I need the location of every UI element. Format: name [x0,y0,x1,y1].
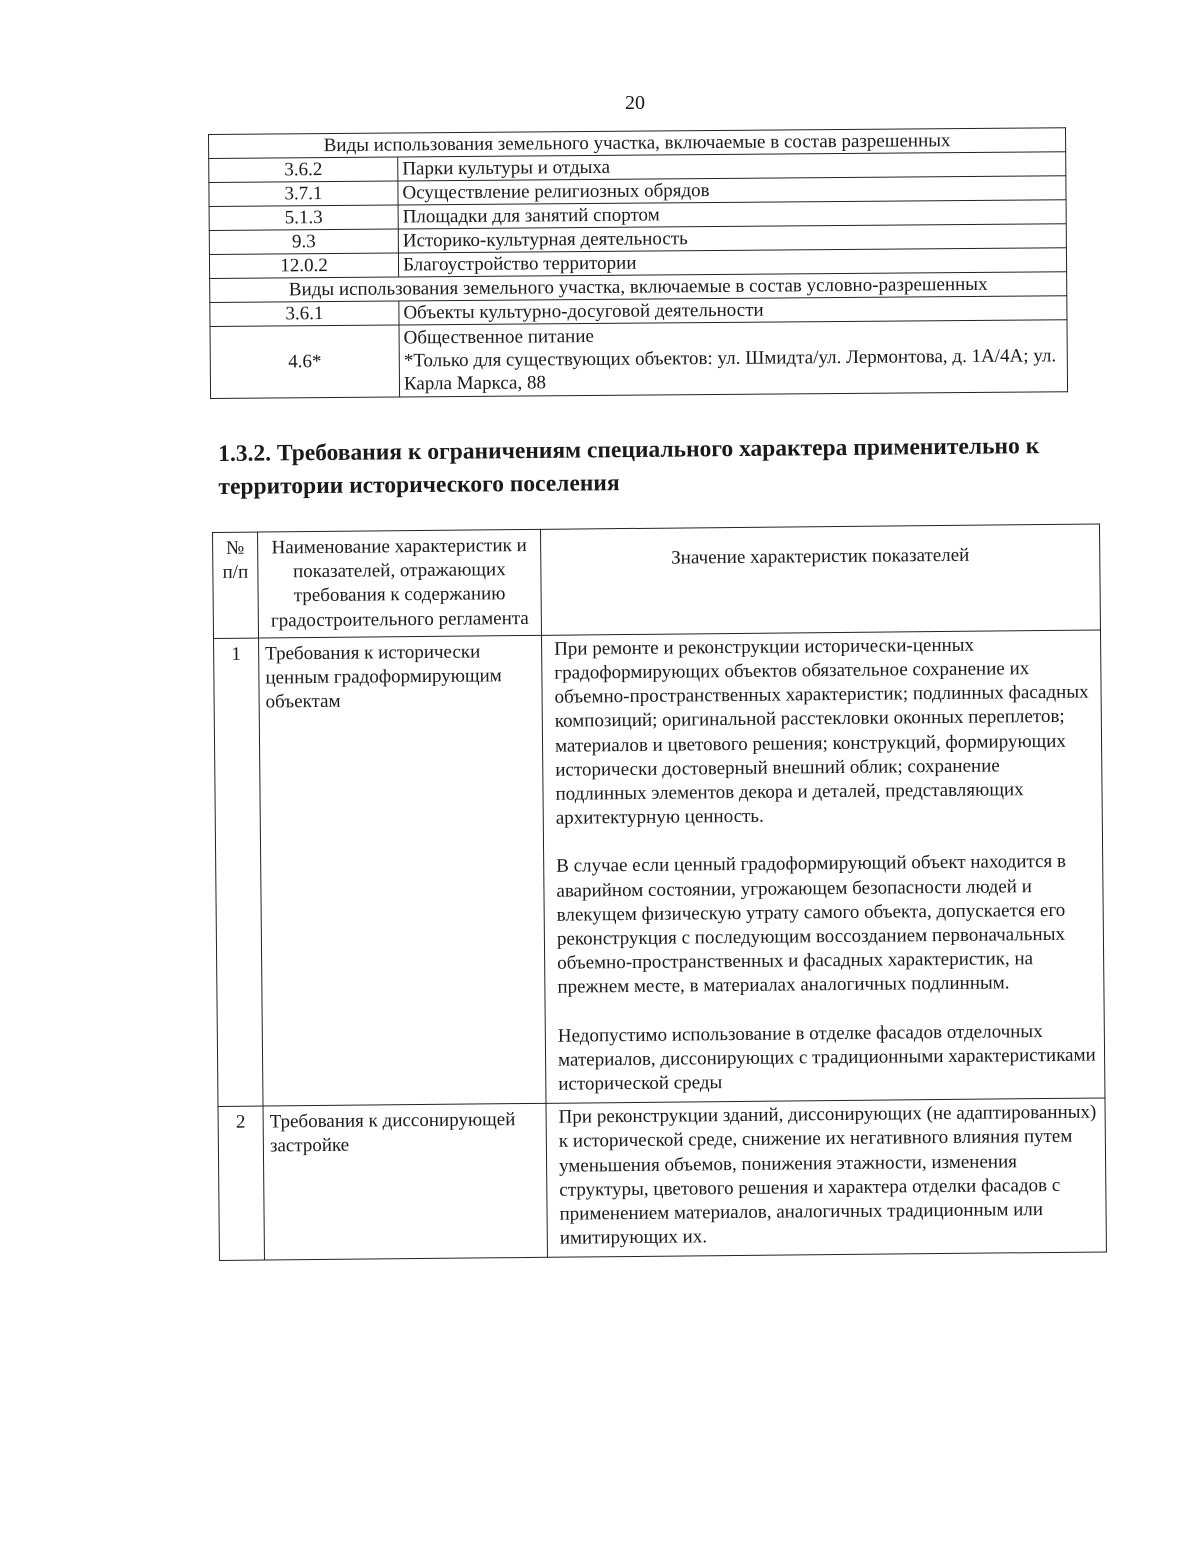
use-name: Осуществление религиозных обрядов [398,176,1066,205]
table-row [218,1098,1106,1261]
table-header-row [213,524,1101,638]
use-name: Площадки для занятий спортом [398,200,1066,229]
table-row [210,320,1068,399]
use-name: Историко-культурная деятельность [398,224,1066,253]
use-name: Общественное питание *Только для существующих объектов: ул. Шмидта/ул. Лермонтова, д. 1А/4А; ул. Карла Маркса, 88 [399,320,1068,397]
section-heading: 1.3.2. Требования к ограничениям специального характера применительно к территории исторического поселения [218,433,1040,500]
value-paragraph: При реконструкции зданий, диссонирующих (не адаптированных) к исторической среде, снижение их негативного влияния путем уменьшения объемов, понижения этажности, изменения структуры, цветового решения и характера отделки фасадов с применением материалов, аналогичных традиционным или имитирующих их. [558,1101,1097,1249]
use-name: Объекты культурно-досуговой деятельности [399,296,1067,325]
requirements-table [212,523,1107,1261]
value-paragraph: При ремонте и реконструкции исторически-ценных градоформирующих объектов обязательное сохранение их объемно-пространственных характеристик; подлинных фасадных композиций; оригинальной расстекловки оконных переплетов; материалов и цветового решения; конструкций, формирующих исторически достоверный внешний облик; сохранение подлинных элементов декора и деталей, представляющих архитектурную ценность. [554,634,1089,829]
header-name: Наименование характеристик и показателей, отражающих требования к содержанию градостроительного регламента [258,529,542,638]
value-paragraph: Недопустимо использование в отделке фасадов отделочных материалов, диссонирующих с традиционными характеристиками исторической среды [557,1020,1096,1095]
header-value: Значение характеристик показателей [540,524,1100,635]
group-header: Виды использования земельного участка, включаемые в состав разрешенных [209,128,1066,159]
group-header: Виды использования земельного участка, включаемые в состав условно-разрешенных [210,272,1067,303]
row-num: 1 [214,638,263,1107]
row-name: Требования к исторически ценным градоформирующим объектам [259,635,546,1106]
row-value [546,1098,1106,1258]
use-code: 3.6.1 [210,301,399,326]
use-code: 12.0.2 [209,253,398,278]
use-name: Парки культуры и отдыха [398,152,1066,181]
use-name: Благоустройство территории [398,248,1066,277]
row-name: Требования к диссонирующей застройке [263,1104,547,1261]
land-use-table [208,127,1068,399]
use-code: 5.1.3 [209,205,398,230]
use-code: 3.7.1 [209,181,398,206]
header-num: № п/п [213,532,259,638]
row-num: 2 [218,1106,264,1261]
value-paragraph: В случае если ценный градоформирующий объект находится в аварийном состоянии, угрожающем безопасности людей и влекущем физическую утрату самого объекта, допускается его реконструкция с последующим воссозданием первоначальных объемно-пространственных и фасадных характеристик, на прежнем месте, в материалах аналогичных подлинным. [556,851,1067,999]
use-code: 4.6* [210,325,400,398]
use-code: 9.3 [209,229,398,254]
page-number: 20 [625,92,645,114]
use-code: 3.6.2 [209,157,398,182]
row-value [542,630,1105,1104]
table-row [214,630,1105,1107]
